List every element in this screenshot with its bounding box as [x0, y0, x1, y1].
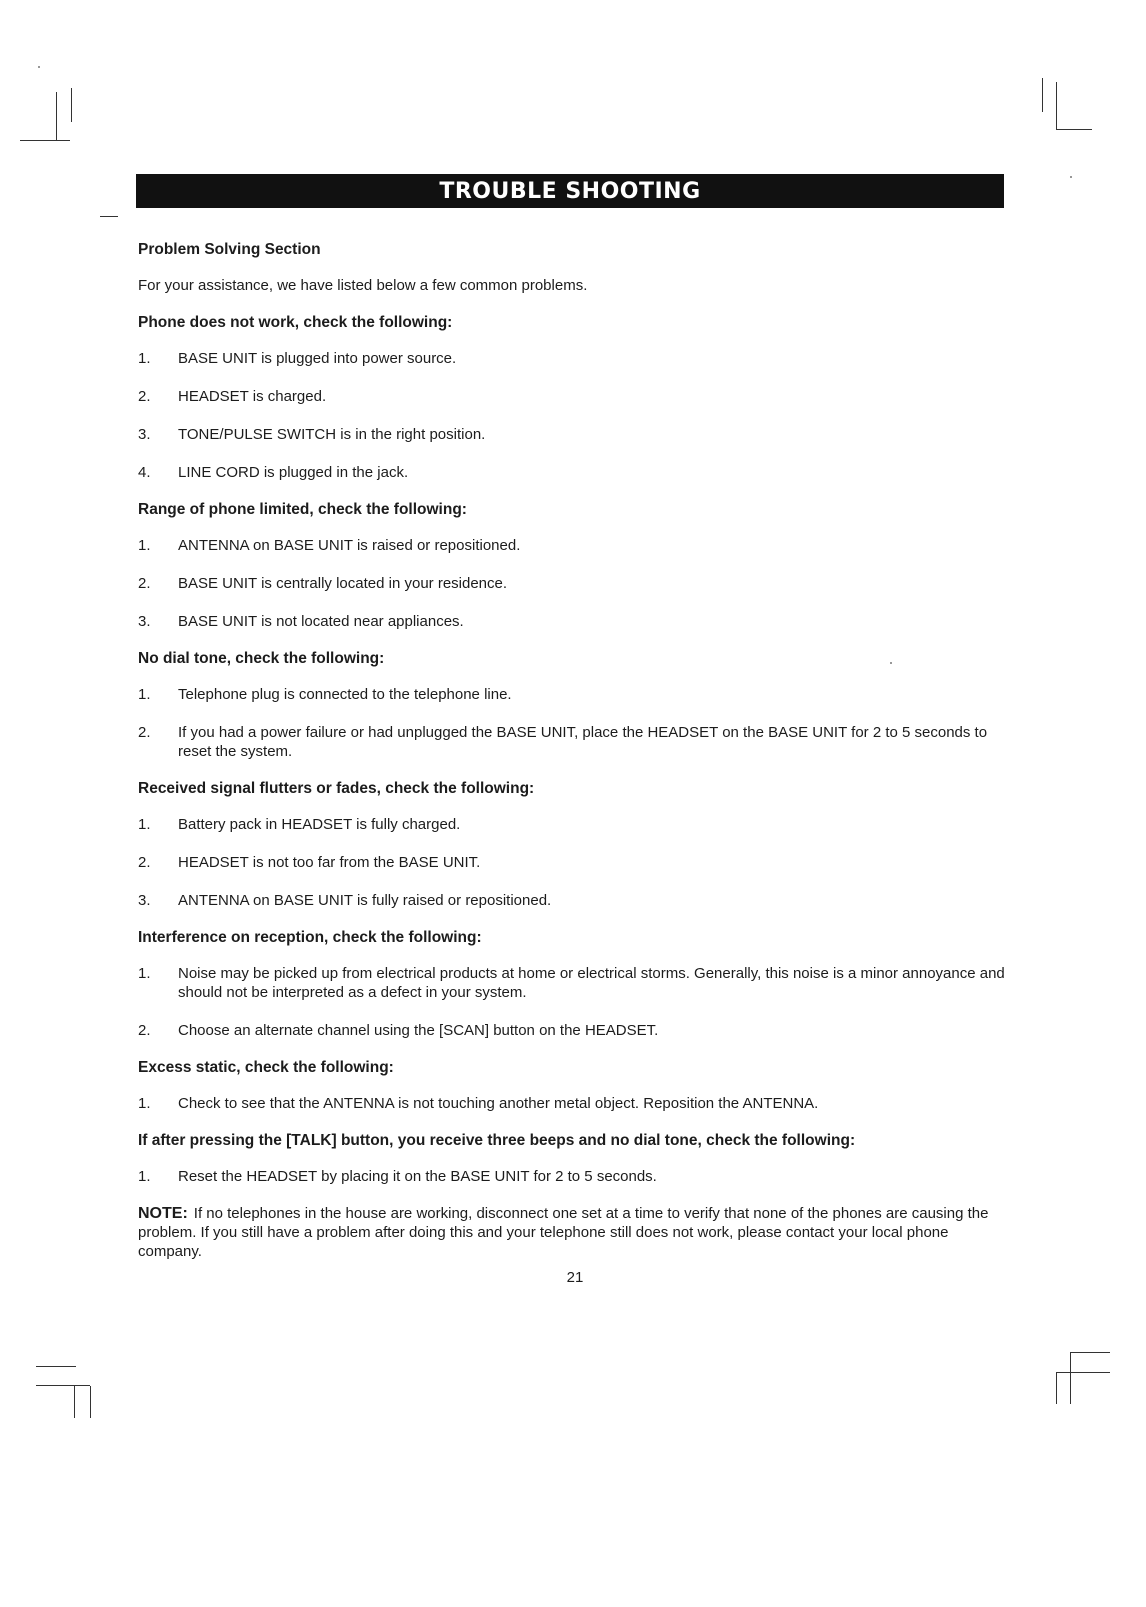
item-number: 3.	[138, 426, 151, 443]
section-signal-flutters	[138, 779, 1010, 910]
list-item	[138, 387, 1010, 406]
list-item	[138, 463, 1010, 482]
list-item	[138, 891, 1010, 910]
list-item	[138, 723, 1010, 761]
list-item	[138, 853, 1010, 872]
checklist	[138, 536, 1010, 631]
list-item	[138, 1021, 1010, 1040]
checklist	[138, 1167, 1010, 1186]
section-heading: Received signal flutters or fades, check the following:	[138, 780, 535, 797]
item-number: 1.	[138, 1095, 151, 1112]
item-number: 1.	[138, 350, 151, 367]
item-number: 2.	[138, 854, 151, 871]
item-text: BASE UNIT is plugged into power source.	[178, 350, 457, 367]
item-text: Telephone plug is connected to the telephone line.	[178, 686, 512, 703]
intro-heading: Problem Solving Section	[138, 241, 321, 258]
list-item	[138, 612, 1010, 631]
item-text: Reset the HEADSET by placing it on the BASE UNIT for 2 to 5 seconds.	[178, 1168, 657, 1185]
list-item	[138, 425, 1010, 444]
section-heading: Range of phone limited, check the following:	[138, 501, 467, 518]
section-excess-static	[138, 1058, 1010, 1113]
list-item	[138, 536, 1010, 555]
section-heading: Interference on reception, check the following:	[138, 929, 482, 946]
list-item	[138, 349, 1010, 368]
checklist	[138, 685, 1010, 761]
troubleshooting-content	[138, 240, 1010, 1261]
item-text: Check to see that the ANTENNA is not touching another metal object. Reposition the ANTENNA.	[178, 1095, 819, 1112]
banner-title: TROUBLE SHOOTING	[439, 178, 701, 204]
item-text: BASE UNIT is centrally located in your residence.	[178, 575, 508, 592]
section-interference	[138, 928, 1010, 1040]
section-heading: Phone does not work, check the following:	[138, 314, 453, 331]
list-item	[138, 1167, 1010, 1186]
item-text: Choose an alternate channel using the [SCAN] button on the HEADSET.	[178, 1022, 659, 1039]
item-number: 2.	[138, 1022, 151, 1039]
page-number: 21	[566, 1269, 584, 1286]
checklist	[138, 964, 1010, 1040]
item-number: 4.	[138, 464, 151, 481]
item-number: 1.	[138, 816, 151, 833]
item-text: LINE CORD is plugged in the jack.	[178, 464, 409, 481]
section-heading: Excess static, check the following:	[138, 1059, 394, 1076]
section-range-limited	[138, 500, 1010, 631]
item-number: 2.	[138, 724, 151, 741]
item-number: 1.	[138, 1168, 151, 1185]
item-text: TONE/PULSE SWITCH is in the right position.	[178, 426, 486, 443]
note-paragraph	[138, 1204, 1010, 1261]
item-number: 1.	[138, 965, 151, 982]
scan-speck	[1070, 176, 1072, 178]
list-item	[138, 574, 1010, 593]
item-number: 2.	[138, 388, 151, 405]
section-three-beeps	[138, 1131, 1010, 1186]
checklist	[138, 349, 1010, 482]
item-number: 2.	[138, 575, 151, 592]
section-phone-not-working	[138, 313, 1010, 482]
item-text: If you had a power failure or had unplugged the BASE UNIT, place the HEADSET on the BASE UNIT for 2 to 5 seconds to reset the system.	[178, 724, 988, 760]
item-number: 1.	[138, 686, 151, 703]
checklist	[138, 815, 1010, 910]
list-item	[138, 685, 1010, 704]
item-text: ANTENNA on BASE UNIT is raised or repositioned.	[178, 537, 521, 554]
item-text: Noise may be picked up from electrical products at home or electrical storms. Generally, this noise is a minor annoyance and should not be interpreted as a defect in your system.	[178, 965, 1005, 1001]
item-text: BASE UNIT is not located near appliances.	[178, 613, 464, 630]
margin-tick	[100, 216, 118, 217]
item-number: 3.	[138, 613, 151, 630]
item-number: 3.	[138, 892, 151, 909]
section-heading: If after pressing the [TALK] button, you receive three beeps and no dial tone, check the following:	[138, 1132, 856, 1149]
section-heading: No dial tone, check the following:	[138, 650, 385, 667]
scan-speck	[38, 66, 40, 68]
list-item	[138, 964, 1010, 1002]
note-label: NOTE:	[138, 1205, 188, 1222]
list-item	[138, 815, 1010, 834]
checklist	[138, 1094, 1010, 1113]
intro-text: For your assistance, we have listed below a few common problems.	[138, 277, 588, 294]
section-banner	[136, 174, 1004, 208]
note-text: If no telephones in the house are working, disconnect one set at a time to verify that none of the phones are causing the problem. If you still have a problem after doing this and your telephone still does not work, please contact your local phone company.	[138, 1205, 989, 1260]
item-text: HEADSET is charged.	[178, 388, 327, 405]
list-item	[138, 1094, 1010, 1113]
item-number: 1.	[138, 537, 151, 554]
item-text: ANTENNA on BASE UNIT is fully raised or repositioned.	[178, 892, 552, 909]
item-text: Battery pack in HEADSET is fully charged.	[178, 816, 461, 833]
item-text: HEADSET is not too far from the BASE UNIT.	[178, 854, 481, 871]
section-no-dial-tone	[138, 649, 1010, 761]
